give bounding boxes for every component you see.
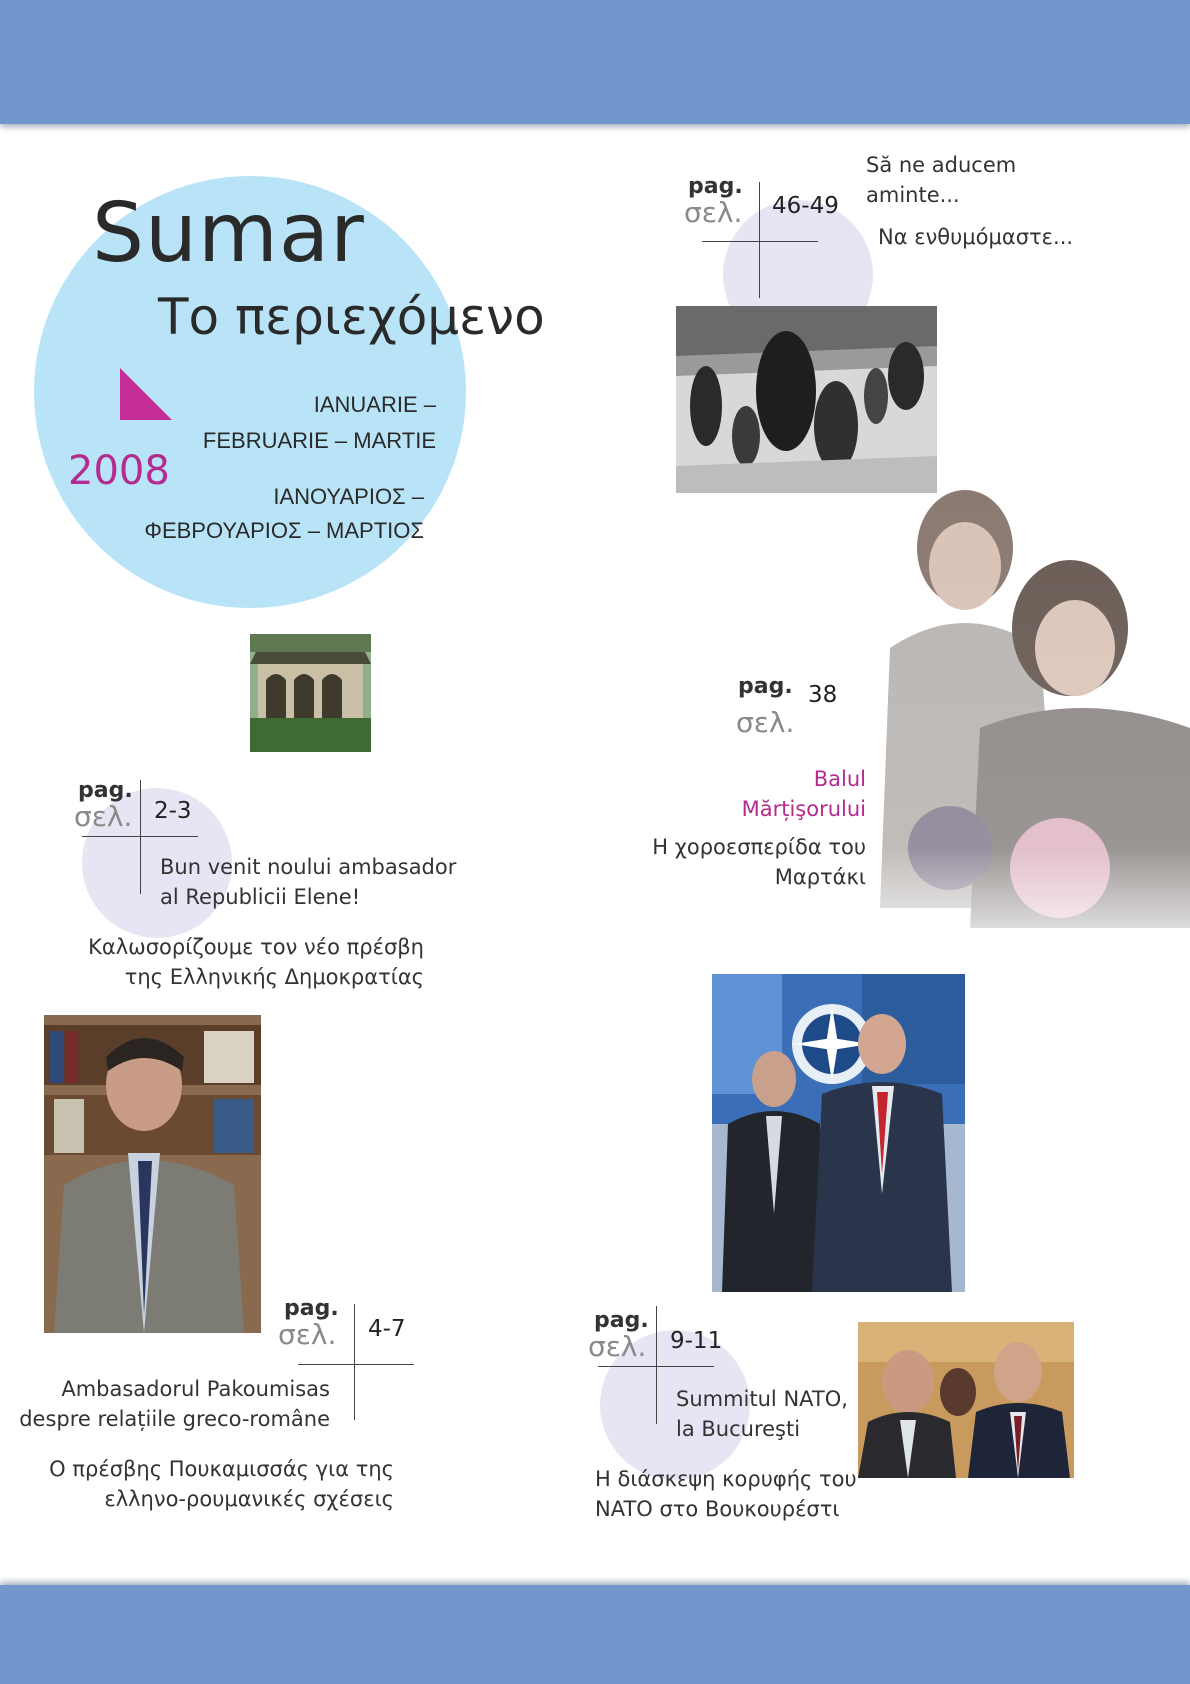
- sel-label: σελ.: [74, 800, 133, 833]
- entry-ro-line: Mărțişorului: [741, 797, 866, 821]
- entry-gr-line: ελληνο-ρουμανικές σχέσεις: [104, 1487, 394, 1511]
- photo-ambassador: [44, 1015, 261, 1333]
- sel-label: σελ.: [278, 1318, 337, 1351]
- entry-gr-line: της Ελληνικής Δημοκρατίας: [124, 965, 424, 989]
- entry-gr-line: Καλωσορίζουμε τον νέο πρέσβη: [88, 935, 424, 959]
- entry-gr-line: Η χοροεσπερίδα του: [652, 835, 866, 859]
- entry-gr-line: NATO στο Βουκουρέστι: [595, 1497, 840, 1521]
- bottom-band: [0, 1585, 1190, 1684]
- sel-label: σελ.: [588, 1330, 647, 1363]
- entry-ro-line: Balul: [813, 767, 866, 791]
- entry-ro-line: despre relațiile greco-române: [19, 1407, 330, 1431]
- entry-ro-line: Să ne aducem: [866, 153, 1017, 177]
- page-number: 38: [808, 682, 838, 708]
- pag-label: pag.: [284, 1296, 339, 1321]
- divider-h: [82, 836, 198, 837]
- pag-label: pag.: [688, 174, 743, 199]
- sel-label: σελ.: [736, 706, 795, 739]
- divider-h: [702, 241, 818, 242]
- photo-refugees: [676, 306, 937, 493]
- pag-label: pag.: [78, 778, 133, 803]
- divider-v: [354, 1304, 355, 1420]
- photo-two-girls: [870, 488, 1190, 968]
- entry-ro-line: al Republicii Elene!: [160, 885, 361, 909]
- pag-label: pag.: [594, 1308, 649, 1333]
- entry-gr-line: Μαρτάκι: [774, 865, 866, 889]
- page-number: 4-7: [368, 1316, 406, 1342]
- page-number: 9-11: [670, 1328, 723, 1354]
- photo-monastery: [250, 634, 371, 752]
- entry-gr-line: Η διάσκεψη κορυφής του: [595, 1467, 857, 1491]
- entry-ro-line: Summitul NATO,: [676, 1387, 848, 1411]
- months-gr-1: ΙΑΝΟΥΑΡΙΟΣ –: [273, 484, 424, 509]
- entry-ro-line: Ambasadorul Pakoumisas: [61, 1377, 330, 1401]
- months-gr-2: ΦΕΒΡΟΥΑΡΙΟΣ – ΜΑΡΤΙΟΣ: [144, 518, 424, 543]
- pag-label: pag.: [738, 674, 793, 699]
- entry-ro-line: aminte...: [866, 183, 960, 207]
- photo-nato-leaders: [712, 974, 965, 1292]
- photo-summit-talk: [858, 1322, 1074, 1478]
- top-band: [0, 0, 1190, 124]
- months-ro-2: FEBRUARIE – MARTIE: [202, 428, 436, 453]
- entry-ro-line: Bun venit noului ambasador: [160, 855, 457, 879]
- page-number: 2-3: [154, 798, 192, 824]
- entry-gr-line: Ο πρέσβης Πουκαμισσάς για της: [49, 1457, 394, 1481]
- entry-gr-line: Να ενθυμόμαστε...: [878, 225, 1074, 249]
- divider-h: [298, 1364, 414, 1365]
- triangle-icon: [120, 368, 172, 420]
- page-number: 46-49: [772, 193, 839, 219]
- divider-v: [140, 780, 141, 894]
- divider-v: [656, 1306, 657, 1424]
- page-subtitle: Το περιεχόμενο: [158, 288, 545, 346]
- entry-ro-line: la Bucureşti: [676, 1417, 801, 1441]
- issue-year: 2008: [68, 448, 170, 494]
- divider-v: [759, 182, 760, 298]
- page-title: Sumar: [92, 186, 365, 281]
- months-ro-1: IANUARIE –: [313, 392, 436, 417]
- divider-h: [598, 1366, 714, 1367]
- sel-label: σελ.: [684, 196, 743, 229]
